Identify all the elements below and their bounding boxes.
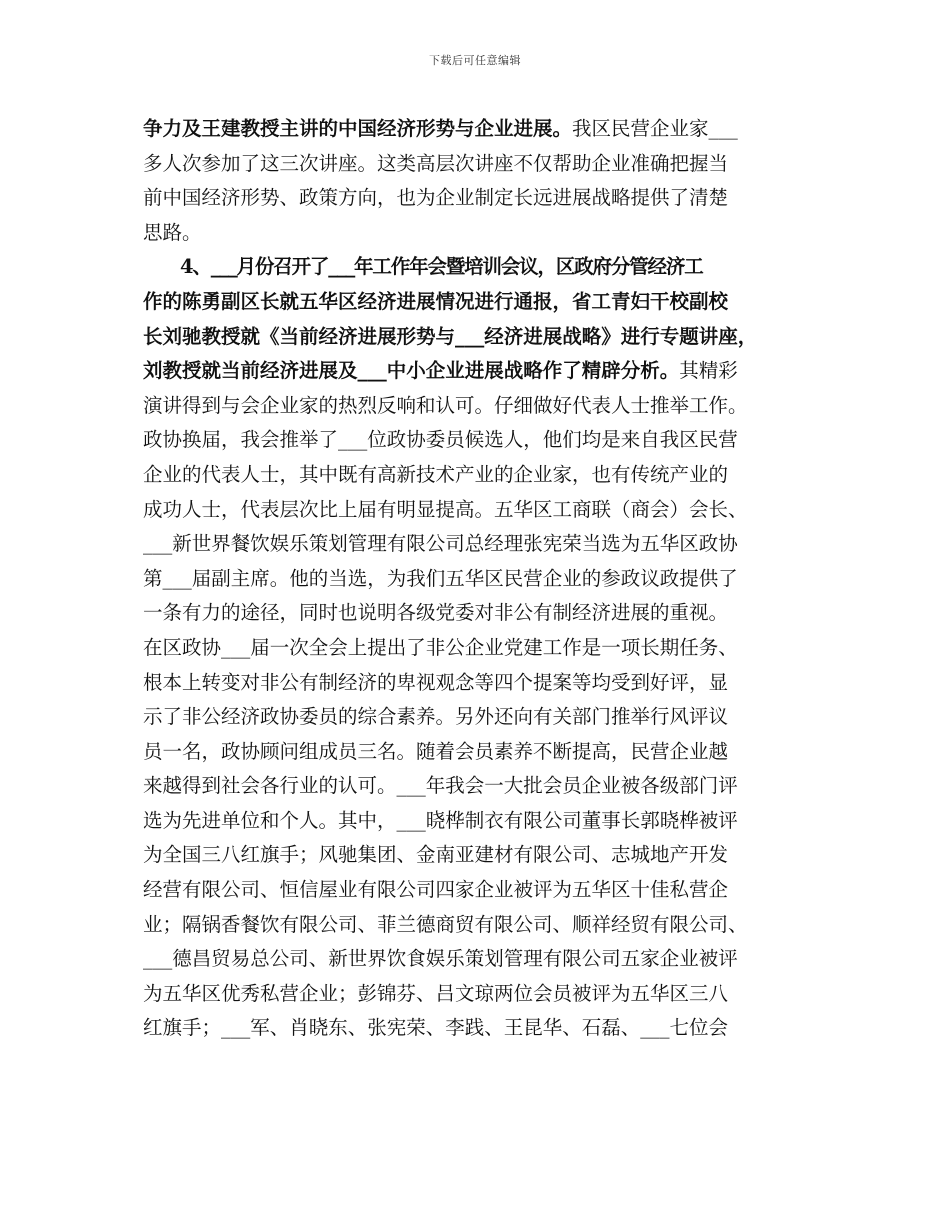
bold-text-run: 刘教授就当前经济进展及___中小企业进展战略作了精辟分析。 (143, 359, 680, 383)
text-line (143, 320, 813, 355)
page-header: 下载后可任意编辑 (429, 54, 521, 67)
text-line (143, 493, 813, 528)
text-line (143, 389, 813, 424)
text-line (143, 942, 813, 977)
text-line (143, 250, 813, 285)
regular-text-run: 成功人士，代表层次比上届有明显提高。五华区工商联（商会）会长、 (143, 497, 748, 521)
regular-text-run: 一条有力的途径，同时也说明各级党委对非公有制经济进展的重视。 (143, 601, 729, 625)
text-line (143, 458, 813, 493)
text-line (143, 216, 813, 251)
regular-text-run: 为全国三八红旗手；风驰集团、金南亚建材有限公司、志城地产开发 (143, 843, 729, 867)
text-line (143, 735, 813, 770)
regular-text-run: 根本上转变对非公有制经济的卑视观念等四个提案等均受到好评，显 (143, 670, 729, 694)
text-line (143, 666, 813, 701)
document-body (143, 112, 813, 1046)
text-line (143, 181, 813, 216)
regular-text-run: 前中国经济形势、政策方向，也为企业制定长远进展战略提供了清楚 (143, 186, 729, 210)
bold-text-run: 争力及王建教授主讲的中国经济形势与企业进展。 (143, 117, 573, 140)
text-line (143, 147, 813, 182)
regular-text-run: 多人次参加了这三次讲座。这类高层次讲座不仅帮助企业准确把握当 (143, 151, 729, 175)
regular-text-run: ___德昌贸易总公司、新世界饮食娱乐策划管理有限公司五家企业被评 (143, 947, 738, 971)
regular-text-run: 在区政协___届一次全会上提出了非公企业党建工作是一项长期任务、 (143, 635, 738, 659)
text-line (143, 769, 813, 804)
regular-text-run: 红旗手；___军、肖晓东、张宪荣、李践、王昆华、石磊、___七位会 (143, 1016, 729, 1040)
text-line (143, 631, 813, 666)
text-line (143, 112, 813, 147)
bold-text-run: 长刘驰教授就《当前经济进展形势与___经济进展战略》进行专题讲座， (143, 324, 758, 348)
regular-text-run: 示了非公经济政协委员的综合素养。另外还向有关部门推举行风评议 (143, 705, 729, 729)
regular-text-run: 我区民营企业家___ (572, 117, 738, 140)
bold-text-run: 作的陈勇副区长就五华区经济进展情况进行通报，省工青妇干校副校 (143, 289, 729, 313)
text-line (143, 423, 813, 458)
text-line (143, 804, 813, 839)
text-line (143, 285, 813, 320)
bold-text-run: 4、___月份召开了___年工作年会暨培训会议，区政府分管经济工 (180, 255, 703, 279)
text-line (143, 527, 813, 562)
regular-text-run: ___新世界餐饮娱乐策划管理有限公司总经理张宪荣当选为五华区政协 (143, 532, 738, 556)
text-line (143, 838, 813, 873)
text-line (143, 1011, 813, 1046)
text-line (143, 596, 813, 631)
text-line (143, 354, 813, 389)
text-line (143, 873, 813, 908)
text-line (143, 977, 813, 1012)
regular-text-run: 企业的代表人士，其中既有高新技术产业的企业家，也有传统产业的 (143, 462, 729, 486)
regular-text-run: 来越得到社会各行业的认可。___年我会一大批会员企业被各级部门评 (143, 774, 738, 798)
text-line (143, 700, 813, 735)
text-line (143, 562, 813, 597)
text-line (143, 908, 813, 943)
regular-text-run: 演讲得到与会企业家的热烈反响和认可。仔细做好代表人士推举工作。 (143, 393, 748, 417)
regular-text-run: 业；隔锅香餐饮有限公司、菲兰德商贸有限公司、顺祥经贸有限公司、 (143, 912, 748, 936)
regular-text-run: 为五华区优秀私营企业；彭锦芬、吕文琼两位会员被评为五华区三八 (143, 981, 729, 1005)
regular-text-run: 第___届副主席。他的当选，为我们五华区民营企业的参政议政提供了 (143, 566, 738, 590)
regular-text-run: 员一名，政协顾问组成员三名。随着会员素养不断提高，民营企业越 (143, 739, 729, 763)
regular-text-run: 经营有限公司、恒信屋业有限公司四家企业被评为五华区十佳私营企 (143, 878, 729, 902)
regular-text-run: 思路。 (143, 220, 202, 244)
regular-text-run: 政协换届，我会推举了___位政协委员候选人，他们均是来自我区民营 (143, 428, 738, 452)
regular-text-run: 其精彩 (679, 359, 738, 383)
regular-text-run: 选为先进单位和个人。其中，___晓桦制衣有限公司董事长郭晓桦被评 (143, 808, 738, 832)
